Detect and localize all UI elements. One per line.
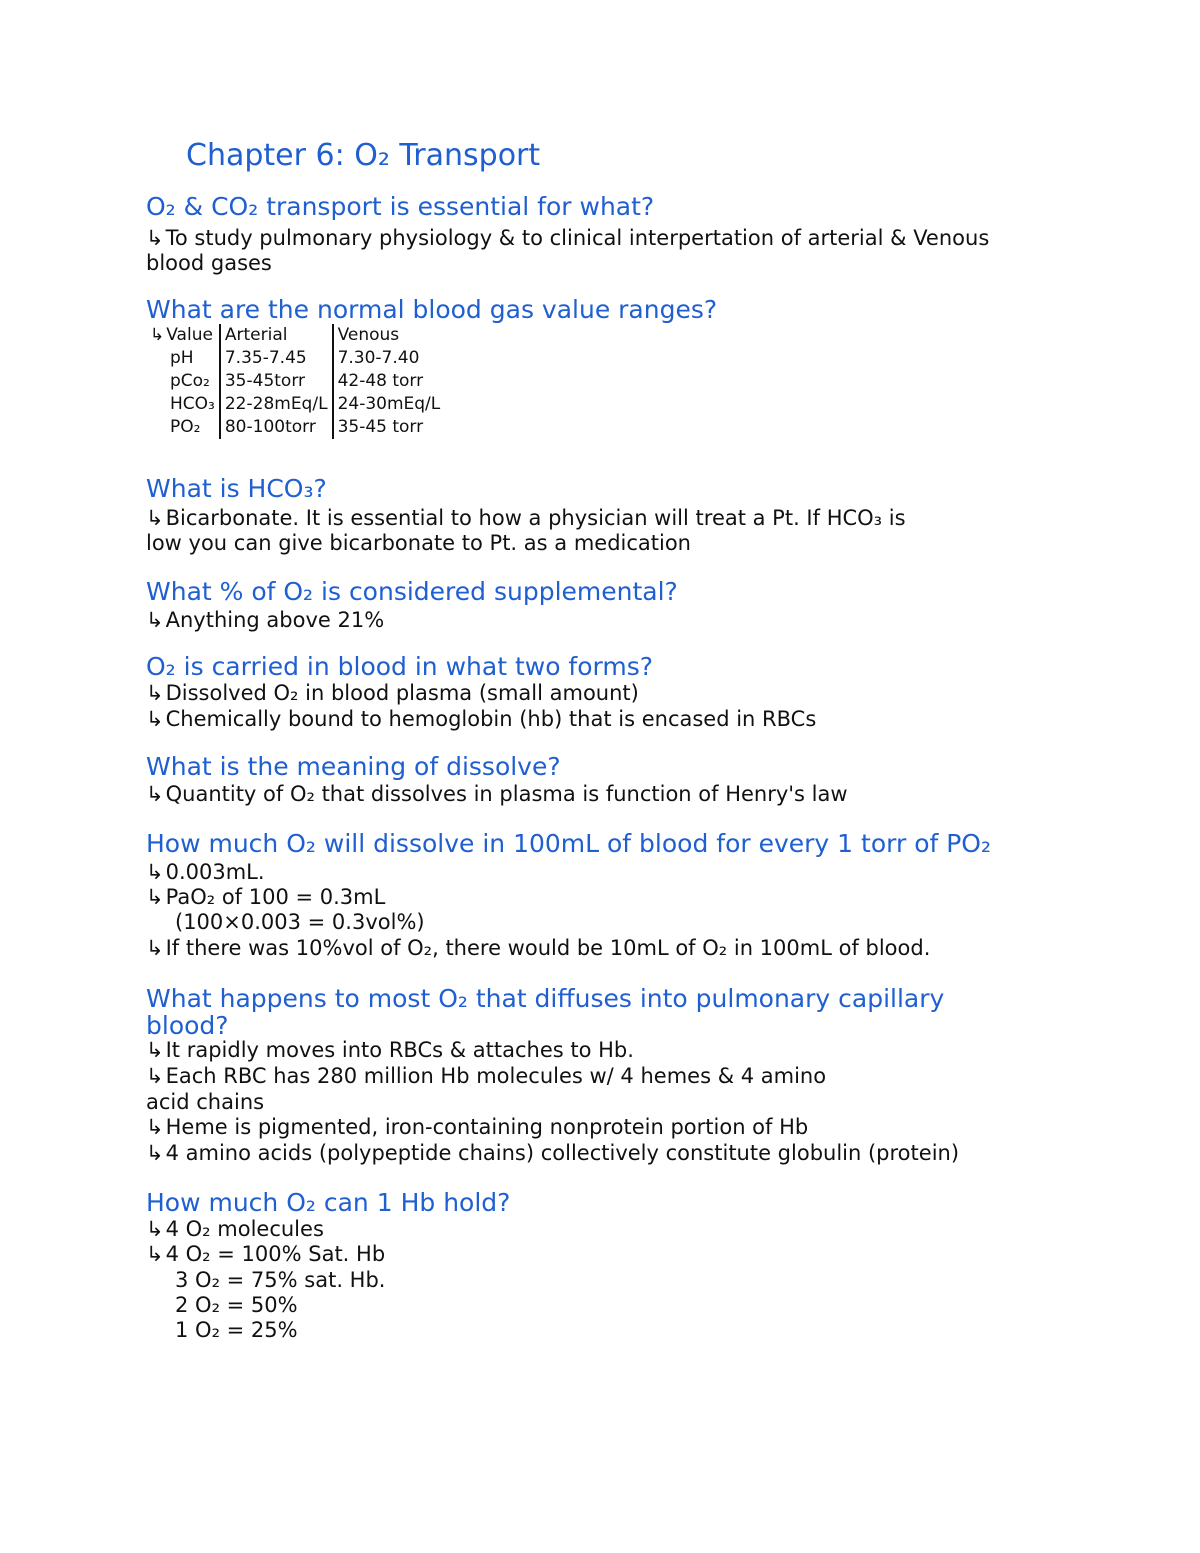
question-o2-diffuses-cont: blood? [146, 1011, 229, 1040]
table-cell: 35-45torr [220, 370, 333, 393]
answer-line: ↳0.003mL. [146, 860, 265, 884]
answer-line: 3 O₂ = 75% sat. Hb. [175, 1268, 386, 1292]
table-header: Venous [337, 325, 400, 345]
table-cell: 7.35-7.45 [220, 347, 333, 370]
answer-line: ↳It rapidly moves into RBCs & attaches to Hb. [146, 1038, 634, 1062]
table-cell: PO₂ [146, 416, 220, 439]
answer-line: ↳Chemically bound to hemoglobin (hb) that is encased in RBCs [146, 707, 817, 731]
table-row [146, 393, 444, 416]
answer-line: blood gases [146, 251, 272, 275]
answer-line: ↳Quantity of O₂ that dissolves in plasma is function of Henry's law [146, 782, 848, 806]
blood-gas-table [146, 324, 444, 439]
answer-line: ↳4 O₂ molecules [146, 1217, 324, 1241]
table-header-row [146, 324, 444, 347]
answer-line: ↳4 O₂ = 100% Sat. Hb [146, 1242, 386, 1266]
table-cell: 22-28mEq/L [220, 393, 333, 416]
answer-line: ↳Heme is pigmented, iron-containing nonprotein portion of Hb [146, 1115, 809, 1139]
table-header: Arterial [220, 324, 333, 347]
answer-line: ↳Dissolved O₂ in blood plasma (small amount) [146, 681, 639, 705]
question-o2-dissolve-amount: How much O₂ will dissolve in 100mL of blood for every 1 torr of PO₂ [146, 829, 992, 858]
table-cell: HCO₃ [146, 393, 220, 416]
table-row [146, 416, 444, 439]
answer-line: ↳PaO₂ of 100 = 0.3mL [146, 885, 386, 909]
table-cell: 80-100torr [220, 416, 333, 439]
table-cell: 24-30mEq/L [337, 394, 441, 414]
table-row [146, 347, 444, 370]
question-hco3: What is HCO₃? [146, 474, 327, 503]
question-dissolve: What is the meaning of dissolve? [146, 752, 561, 781]
answer-line: 1 O₂ = 25% [175, 1318, 298, 1342]
arrow-icon: ↳ [146, 226, 164, 250]
page-title: Chapter 6: O₂ Transport [186, 138, 541, 173]
question-o2-diffuses: What happens to most O₂ that diffuses into pulmonary capillary [146, 984, 945, 1013]
answer-line: ↳Each RBC has 280 million Hb molecules w/ 4 hemes & 4 amino [146, 1064, 827, 1088]
question-transport: O₂ & CO₂ transport is essential for what? [146, 192, 655, 221]
answer-line: ↳Bicarbonate. It is essential to how a physician will treat a Pt. If HCO₃ is [146, 506, 906, 530]
answer-line: ↳Anything above 21% [146, 608, 385, 632]
answer-line: ↳If there was 10%vol of O₂, there would be 10mL of O₂ in 100mL of blood. [146, 936, 931, 960]
table-cell: pH [146, 347, 220, 370]
question-hb-hold: How much O₂ can 1 Hb hold? [146, 1188, 511, 1217]
table-header: ↳ Value [146, 324, 220, 347]
table-cell: 35-45 torr [337, 417, 424, 437]
question-o2-forms: O₂ is carried in blood in what two forms? [146, 652, 654, 681]
table-cell: 42-48 torr [337, 371, 424, 391]
question-supplemental-o2: What % of O₂ is considered supplemental? [146, 577, 678, 606]
table-cell: pCo₂ [146, 370, 220, 393]
question-blood-gas-ranges: What are the normal blood gas value ranges? [146, 295, 718, 324]
answer-line: ↳To study pulmonary physiology & to clinical interpertation of arterial & Venous [146, 226, 990, 250]
answer-line: acid chains [146, 1090, 265, 1114]
answer-line: ↳4 amino acids (polypeptide chains) collectively constitute globulin (protein) [146, 1141, 960, 1165]
answer-line: low you can give bicarbonate to Pt. as a medication [146, 531, 691, 555]
answer-line: 2 O₂ = 50% [175, 1293, 298, 1317]
table-row [146, 370, 444, 393]
answer-line: (100×0.003 = 0.3vol%) [175, 910, 425, 934]
table-cell: 7.30-7.40 [337, 348, 420, 368]
